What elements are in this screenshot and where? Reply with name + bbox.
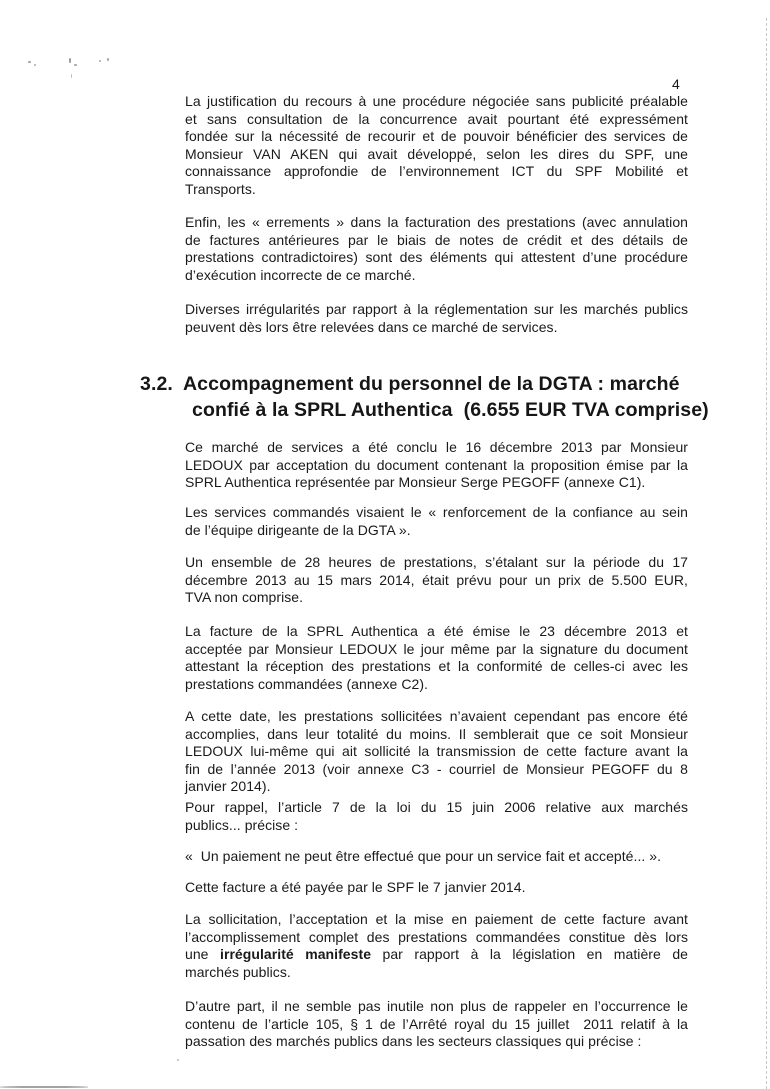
text-line: et sans consultation de la concurrence avait pourtant été expressément: [185, 110, 688, 127]
text-line: fin de l’année 2013 (voir annexe C3 - courriel de Monsieur PEGOFF du 8: [185, 760, 688, 777]
text-line: de l’équipe dirigeante de la DGTA ».: [185, 521, 411, 538]
text-line: l’accomplissement complet des prestations commandées constitue dès lors: [185, 928, 688, 945]
text-line: « Un paiement ne peut être effectué que pour un service fait et accepté... ».: [185, 848, 662, 864]
scan-speck: [71, 74, 72, 78]
text-line: La sollicitation, l’acceptation et la mise en paiement de cette facture avant: [185, 911, 688, 927]
scan-speck: [34, 64, 36, 66]
text-line: acceptée par Monsieur LEDOUX le jour même par la signature du document: [185, 640, 688, 657]
text-line: peuvent dès lors être relevées dans ce marché de services.: [185, 318, 558, 335]
text-line: Pour rappel, l’article 7 de la loi du 15 juin 2006 relative aux marchés: [185, 799, 688, 815]
text-line: La justification du recours à une procédure négociée sans publicité préalable: [185, 93, 688, 109]
scan-speck: [69, 58, 71, 63]
scan-speck: [0, 1086, 88, 1088]
text-segment: par rapport à la législation en matière de: [371, 946, 688, 962]
text-line: connaissance approfondie de l’environnement ICT du SPF Mobilité et: [185, 163, 688, 179]
scan-speck: [107, 58, 109, 61]
text-line: LEDOUX par acceptation du document contenant la proposition émise par la: [185, 456, 688, 473]
text-line: Cette facture a été payée par le SPF le 7 janvier 2014.: [185, 879, 526, 895]
text-line: publics... précise :: [185, 816, 299, 833]
text-line: Les services commandés visaient le « renforcement de la confiance au sein: [185, 504, 688, 520]
text-line: Un ensemble de 28 heures de prestations, s’étalant sur la période du 17: [185, 554, 688, 570]
paragraph-8: [185, 708, 688, 796]
paragraph-9: [185, 799, 688, 834]
quote-paragraph: [185, 848, 688, 866]
text-line: attestant la réception des prestations et la conformité de celles-ci avec les: [185, 658, 688, 674]
text-line: SPRL Authentica représentée par Monsieur Serge PEGOFF (annexe C1).: [185, 474, 646, 490]
scan-speck: [99, 60, 101, 62]
text-line: LEDOUX lui-même qui ait sollicité la transmission de cette facture avant la: [185, 743, 688, 759]
text-line: prestations contradictoires) sont des éléments qui attestent d’une procédure: [185, 249, 688, 265]
text-line: La facture de la SPRL Authentica a été émise le 23 décembre 2013 et: [185, 623, 688, 639]
paragraph-13: [185, 998, 688, 1051]
section-title-line: confié à la SPRL Authentica (6.655 EUR TVA comprise): [192, 399, 709, 421]
paragraph-3: [185, 301, 688, 336]
paragraph-1: [185, 93, 688, 198]
text-line: contenu de l’article 105, § 1 de l’Arrêté royal du 15 juillet 2011 relatif à la: [185, 1015, 688, 1032]
bold-text: irrégularité manifeste: [220, 946, 372, 962]
paragraph-6: [185, 554, 688, 607]
text-line: [185, 946, 688, 964]
text-line: Monsieur VAN AKEN qui avait développé, selon les dires du SPF, une: [185, 145, 688, 162]
text-line: A cette date, les prestations sollicitées n’avaient cependant pas encore été: [185, 708, 688, 724]
text-line: passation des marchés publics dans les secteurs classiques qui précise :: [185, 1033, 642, 1049]
section-title: [183, 371, 710, 423]
scan-speck: [74, 64, 77, 66]
page-number: 4: [672, 76, 680, 92]
text-line: Ce marché de services a été conclu le 16 décembre 2013 par Monsieur: [185, 439, 688, 455]
scan-speck: [177, 1059, 179, 1061]
text-segment: une: [185, 946, 220, 962]
text-line: accomplies, dans leur totalité du moins. Il semblerait que ce soit Monsieur: [185, 725, 688, 742]
text-line: fondée sur la nécessité de recourir et de pouvoir bénéficier des services de: [185, 128, 688, 144]
text-line: d’exécution incorrecte de ce marché.: [185, 266, 416, 283]
paragraph-7: [185, 623, 688, 693]
paragraph-2: [185, 214, 688, 284]
text-line: marchés publics.: [185, 963, 291, 980]
text-line: Diverses irrégularités par rapport à la réglementation sur les marchés publics: [185, 301, 688, 317]
section-title-line: Accompagnement du personnel de la DGTA : marché: [183, 373, 680, 395]
scan-speck: [28, 61, 31, 63]
paragraph-4: [185, 439, 688, 492]
section-number: 3.2.: [140, 373, 173, 395]
text-line: décembre 2013 au 15 mars 2014, était prévu pour un prix de 5.500 EUR,: [185, 571, 688, 588]
text-line: D’autre part, il ne semble pas inutile non plus de rappeler en l’occurrence le: [185, 998, 688, 1014]
text-line: janvier 2014).: [185, 778, 271, 794]
paragraph-5: [185, 504, 688, 539]
text-line: TVA non comprise.: [185, 589, 304, 605]
scan-edge-line: [766, 18, 767, 1089]
paragraph-11: [185, 879, 688, 897]
section-heading: [140, 371, 710, 423]
text-line: Transports.: [185, 180, 256, 197]
paragraph-12: [185, 911, 688, 981]
text-line: prestations commandées (annexe C2).: [185, 675, 428, 692]
text-line: Enfin, les « errements » dans la facturation des prestations (avec annulation: [185, 214, 688, 230]
text-line: de factures antérieures par le biais de notes de crédit et des détails de: [185, 231, 688, 248]
